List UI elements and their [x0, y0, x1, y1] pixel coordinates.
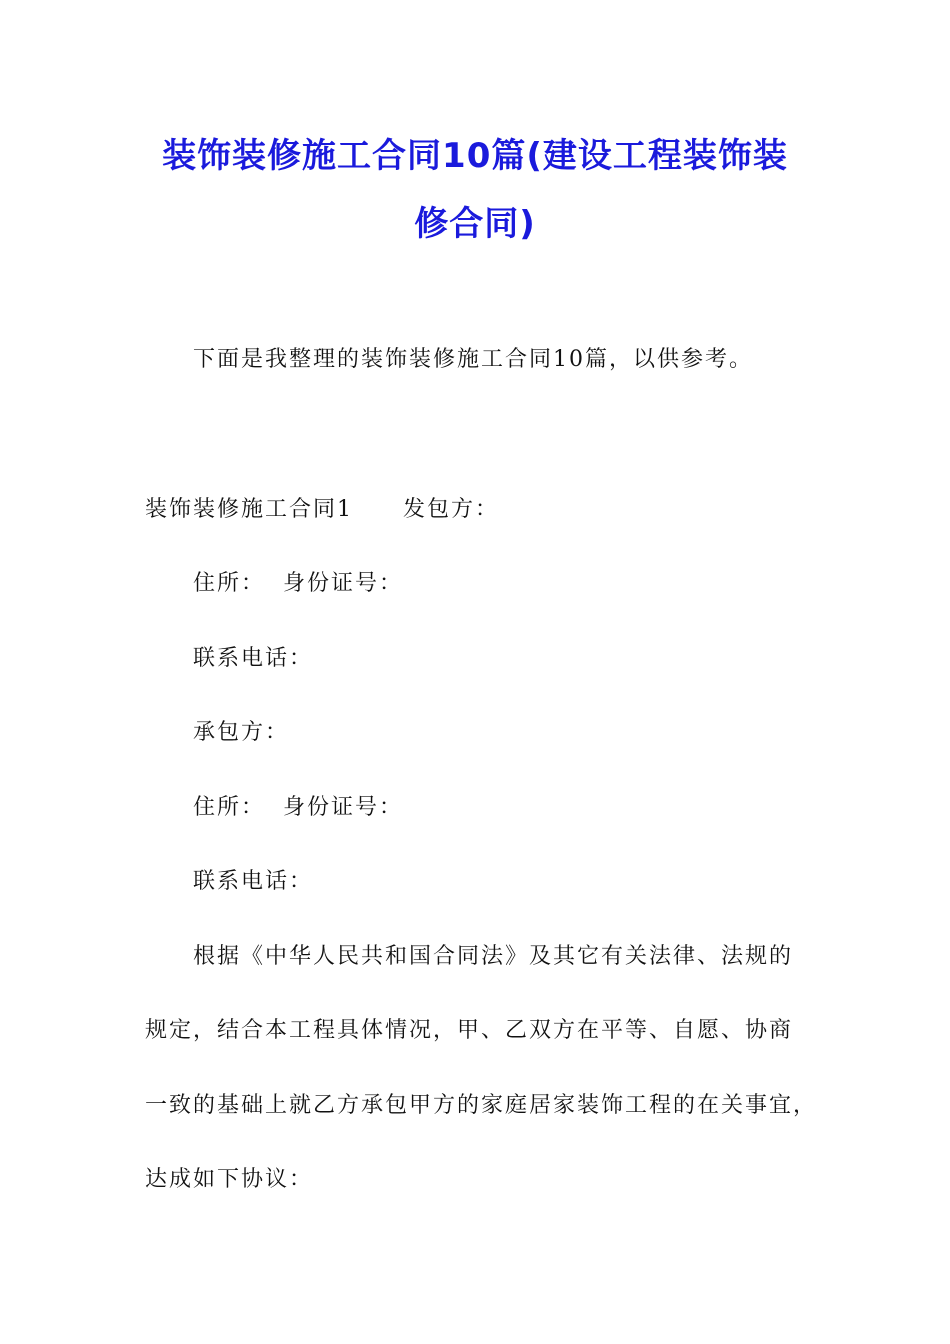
party-a-id-label: 身份证号： [283, 571, 404, 596]
body-line-4: 达成如下协议： [145, 1167, 314, 1192]
title-line-1: 装饰装修施工合同10篇(建设工程装饰装 [162, 136, 788, 176]
party-a-label: 发包方： [403, 497, 500, 522]
party-b-label: 承包方： [193, 720, 290, 745]
page-title [120, 122, 830, 258]
section-heading: 装饰装修施工合同1 [145, 497, 353, 522]
party-a-address-row [193, 570, 403, 598]
party-a-address-label: 住所： [193, 571, 266, 596]
party-b-phone-label: 联系电话： [193, 869, 314, 894]
intro-paragraph: 下面是我整理的装饰装修施工合同10篇，以供参考。 [193, 347, 753, 372]
section-heading-row [145, 496, 499, 524]
body-line-3: 一致的基础上就乙方承包甲方的家庭居家装饰工程的在关事宜， [145, 1093, 818, 1118]
body-line-2: 规定，结合本工程具体情况，甲、乙双方在平等、自愿、协商 [145, 1018, 794, 1043]
body-line-1: 根据《中华人民共和国合同法》及其它有关法律、法规的 [193, 944, 794, 969]
party-b-id-label: 身份证号： [283, 795, 404, 820]
party-b-address-label: 住所： [193, 795, 266, 820]
title-line-2: 修合同) [414, 204, 536, 244]
party-b-address-row [193, 794, 403, 822]
party-a-phone-label: 联系电话： [193, 646, 314, 671]
